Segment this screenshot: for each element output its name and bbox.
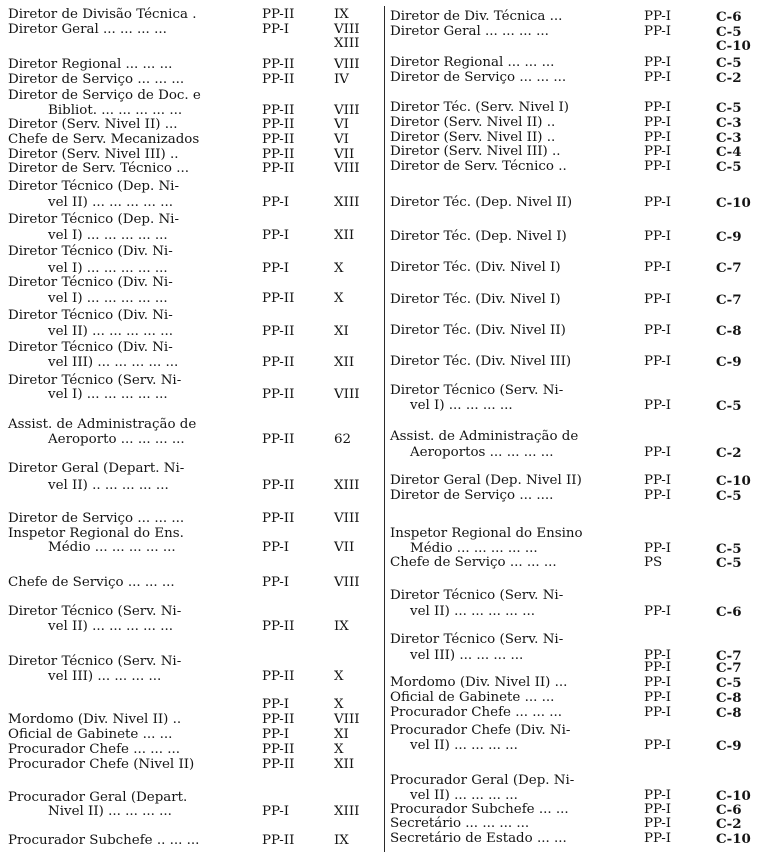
- entry-line: [388, 10, 777, 24]
- entry-line: [0, 655, 382, 669]
- level-code: X: [334, 742, 344, 757]
- position-title: Diretor Regional ... ... ...: [390, 55, 555, 70]
- entry-line: [388, 145, 777, 159]
- class-code: PP-I: [644, 675, 672, 690]
- position-title: Diretor de Serviço ... ... ...: [390, 70, 567, 85]
- position-title: Diretor Téc. (Serv. Nivel I): [390, 100, 570, 115]
- entry-line: [0, 309, 382, 323]
- level-code: VII: [334, 147, 355, 162]
- level-code: VIII: [334, 511, 360, 526]
- position-title: vel III) ... ... ... ... ...: [48, 355, 179, 370]
- class-code: PP-II: [262, 387, 295, 402]
- level-code: C-10: [716, 473, 751, 489]
- position-title: Diretor Técnico (Serv. Ni-: [390, 383, 564, 398]
- position-title: Chefe de Serviço ... ... ...: [390, 555, 557, 570]
- entry-line: [388, 527, 777, 541]
- entry-line: [388, 832, 777, 846]
- class-code: PP-I: [644, 398, 672, 413]
- entry-line: [0, 541, 382, 555]
- position-title: Assist. de Administração de: [8, 417, 197, 432]
- level-code: 62: [334, 432, 352, 447]
- entry-line: [0, 791, 382, 805]
- position-title: Diretor de Serviço ... ... ...: [8, 511, 185, 526]
- class-code: PP-II: [262, 117, 295, 132]
- level-code: XIII: [334, 195, 360, 210]
- entry-line: [0, 89, 382, 103]
- entry-line: [388, 724, 777, 738]
- class-code: PS: [644, 555, 663, 570]
- entry-line: [0, 388, 382, 402]
- position-title: vel III) ... ... ... ...: [48, 669, 162, 684]
- entry-line: [0, 245, 382, 259]
- level-code: IX: [334, 7, 349, 22]
- entry-line: [0, 148, 382, 162]
- level-code: C-3: [716, 130, 742, 146]
- entry-line: [0, 356, 382, 370]
- entry-line: [0, 728, 382, 742]
- entry-line: [0, 196, 382, 210]
- position-title: Diretor Geral (Dep. Nivel II): [390, 473, 582, 488]
- entry-line: [388, 160, 777, 174]
- position-title: Diretor de Serviço ... ... ...: [8, 72, 185, 87]
- position-title: Inspetor Regional do Ensino: [390, 526, 583, 541]
- position-title: Diretor (Serv. Nivel II) ..: [390, 115, 556, 130]
- entry-line: [0, 698, 382, 712]
- level-code: C-7: [716, 292, 742, 308]
- class-code: PP-I: [644, 55, 672, 70]
- position-title: Diretor (Serv. Nivel II) ...: [8, 117, 178, 132]
- entry-line: [388, 384, 777, 398]
- position-title: Secretário de Estado ... ...: [390, 831, 567, 846]
- entry-line: [0, 276, 382, 290]
- class-code: PP-I: [262, 697, 290, 712]
- level-code: VIII: [334, 22, 360, 37]
- entry-line: [0, 229, 382, 243]
- class-code: PP-I: [644, 690, 672, 705]
- entry-line: [388, 474, 777, 488]
- position-title: vel II) ... ... ... ... ...: [48, 324, 173, 339]
- class-code: PP-II: [262, 478, 295, 493]
- level-code: X: [334, 697, 344, 712]
- entry-line: [388, 739, 777, 753]
- entry-line: [0, 374, 382, 388]
- level-code: C-5: [716, 159, 742, 175]
- entry-line: [0, 479, 382, 493]
- position-title: Diretor Técnico (Dep. Ni-: [8, 179, 179, 194]
- class-code: PP-I: [262, 261, 290, 276]
- level-code: VIII: [334, 57, 360, 72]
- entry-line: [388, 101, 777, 115]
- level-code: VIII: [334, 575, 360, 590]
- level-code: C-2: [716, 445, 742, 461]
- class-code: PP-I: [644, 9, 672, 24]
- position-title: Procurador Chefe (Nivel II): [8, 757, 195, 772]
- position-title: Diretor Técnico (Serv. Ni-: [8, 654, 182, 669]
- level-code: X: [334, 291, 344, 306]
- class-code: PP-I: [644, 159, 672, 174]
- level-code: C-8: [716, 323, 742, 339]
- position-title: vel II) ... ... ... ... ...: [410, 604, 535, 619]
- level-code: C-5: [716, 100, 742, 116]
- level-code: C-8: [716, 690, 742, 706]
- class-code: PP-I: [262, 195, 290, 210]
- class-code: PP-I: [644, 541, 672, 556]
- entry-line: [0, 462, 382, 476]
- position-title: Diretor Técnico (Div. Ni-: [8, 340, 173, 355]
- entry-line: [0, 433, 382, 447]
- position-title: vel II) .. ... ... ... ...: [48, 478, 169, 493]
- level-code: XII: [334, 355, 355, 370]
- position-title: vel III) ... ... ... ...: [410, 648, 524, 663]
- entry-line: [0, 292, 382, 306]
- position-title: vel I) ... ... ... ... ...: [48, 291, 168, 306]
- class-code: PP-II: [262, 161, 295, 176]
- position-title: vel I) ... ... ... ... ...: [48, 387, 168, 402]
- class-code: PP-II: [262, 291, 295, 306]
- position-title: Diretor (Serv. Nivel II) ..: [390, 130, 556, 145]
- level-code: VIII: [334, 387, 360, 402]
- position-title: Diretor (Serv. Nivel III) ..: [390, 144, 561, 159]
- entry-line: [388, 789, 777, 803]
- position-title: Chefe de Serviço ... ... ...: [8, 575, 175, 590]
- entry-line: [388, 39, 777, 53]
- entry-line: [0, 576, 382, 590]
- class-code: PP-I: [644, 816, 672, 831]
- entry-line: [388, 803, 777, 817]
- position-title: Diretor Téc. (Div. Nivel I): [390, 292, 561, 307]
- position-title: Diretor Geral (Depart. Ni-: [8, 461, 185, 476]
- entry-line: [388, 489, 777, 503]
- class-code: PP-I: [644, 195, 672, 210]
- class-code: PP-II: [262, 147, 295, 162]
- class-code: PP-I: [262, 540, 290, 555]
- entry-line: [0, 418, 382, 432]
- entry-line: [0, 104, 382, 118]
- entry-line: [0, 605, 382, 619]
- level-code: VI: [334, 132, 349, 147]
- entry-line: [0, 180, 382, 194]
- class-code: PP-II: [262, 355, 295, 370]
- position-title: Diretor Técnico (Div. Ni-: [8, 275, 173, 290]
- position-title: Diretor Técnico (Serv. Ni-: [8, 373, 182, 388]
- class-code: PP-I: [262, 804, 290, 819]
- class-code: PP-I: [644, 260, 672, 275]
- position-title: Diretor de Serv. Técnico ...: [8, 161, 189, 176]
- class-code: PP-II: [262, 742, 295, 757]
- level-code: C-2: [716, 816, 742, 832]
- class-code: PP-I: [644, 24, 672, 39]
- column-divider: [384, 6, 385, 852]
- entry-line: [0, 670, 382, 684]
- position-title: Aeroportos ... ... ... ...: [410, 445, 554, 460]
- position-title: Procurador Chefe (Div. Ni-: [390, 723, 571, 738]
- entry-line: [388, 116, 777, 130]
- position-title: Diretor Téc. (Div. Nivel I): [390, 260, 561, 275]
- entry-line: [388, 556, 777, 570]
- entry-line: [388, 706, 777, 720]
- position-title: Diretor Técnico (Dep. Ni-: [8, 212, 179, 227]
- class-code: PP-II: [262, 511, 295, 526]
- position-title: vel I) ... ... ... ...: [410, 398, 513, 413]
- position-title: Diretor Téc. (Div. Nivel III): [390, 354, 572, 369]
- entry-line: [388, 605, 777, 619]
- entry-line: [0, 341, 382, 355]
- entry-line: [0, 37, 382, 51]
- class-code: PP-I: [644, 473, 672, 488]
- level-code: C-6: [716, 9, 742, 25]
- entry-line: [0, 262, 382, 276]
- position-title: vel II) ... ... ... ... ...: [48, 619, 173, 634]
- level-code: C-4: [716, 144, 742, 160]
- position-title: Oficial de Gabinete ... ...: [8, 727, 173, 742]
- class-code: PP-I: [644, 144, 672, 159]
- entry-line: [388, 399, 777, 413]
- entry-line: [0, 162, 382, 176]
- class-code: PP-II: [262, 132, 295, 147]
- entry-line: [0, 23, 382, 37]
- entry-line: [388, 676, 777, 690]
- entry-line: [0, 213, 382, 227]
- entry-line: [0, 527, 382, 541]
- position-title: Médio ... ... ... ... ...: [410, 541, 538, 556]
- level-code: C-9: [716, 738, 742, 754]
- position-title: Diretor Regional ... ... ...: [8, 57, 173, 72]
- position-title: Diretor Técnico (Serv. Ni-: [390, 588, 564, 603]
- class-code: PP-I: [644, 788, 672, 803]
- level-code: XIII: [334, 478, 360, 493]
- class-code: PP-I: [262, 22, 290, 37]
- position-title: Procurador Subchefe ... ...: [390, 802, 569, 817]
- position-title: Mordomo (Div. Nivel II) ...: [390, 675, 568, 690]
- position-title: Diretor de Serviço ... ....: [390, 488, 554, 503]
- level-code: VIII: [334, 161, 360, 176]
- entry-line: [388, 774, 777, 788]
- position-title: Diretor Téc. (Dep. Nivel I): [390, 229, 567, 244]
- position-title: Médio ... ... ... ... ...: [48, 540, 176, 555]
- level-code: XII: [334, 757, 355, 772]
- level-code: C-7: [716, 260, 742, 276]
- entry-line: [388, 196, 777, 210]
- level-code: XI: [334, 324, 349, 339]
- position-title: Secretário ... ... ... ...: [390, 816, 530, 831]
- position-title: Oficial de Gabinete ... ...: [390, 690, 555, 705]
- position-title: vel II) ... ... ... ...: [410, 738, 518, 753]
- position-title: Procurador Chefe ... ... ...: [390, 705, 563, 720]
- level-code: C-5: [716, 555, 742, 571]
- class-code: PP-I: [644, 738, 672, 753]
- level-code: VIII: [334, 712, 360, 727]
- level-code: C-5: [716, 541, 742, 557]
- position-title: vel I) ... ... ... ... ...: [48, 261, 168, 276]
- level-code: X: [334, 261, 344, 276]
- entry-line: [0, 325, 382, 339]
- position-title: Diretor (Serv. Nivel III) ..: [8, 147, 179, 162]
- entry-line: [388, 25, 777, 39]
- class-code: PP-II: [262, 669, 295, 684]
- class-code: PP-I: [644, 604, 672, 619]
- level-code: C-7: [716, 660, 742, 676]
- level-code: XIII: [334, 804, 360, 819]
- entry-line: [0, 58, 382, 72]
- class-code: PP-I: [644, 648, 672, 663]
- entry-line: [0, 133, 382, 147]
- class-code: PP-II: [262, 432, 295, 447]
- position-title: Diretor Técnico (Div. Ni-: [8, 244, 173, 259]
- entry-line: [0, 743, 382, 757]
- class-code: PP-I: [644, 354, 672, 369]
- position-title: Diretor Técnico (Serv. Ni-: [8, 604, 182, 619]
- class-code: PP-II: [262, 757, 295, 772]
- level-code: C-9: [716, 229, 742, 245]
- position-title: Bibliot. ... ... ... ... ...: [48, 103, 183, 118]
- level-code: C-10: [716, 38, 751, 54]
- class-code: PP-I: [644, 229, 672, 244]
- level-code: IX: [334, 833, 349, 848]
- class-code: PP-I: [644, 70, 672, 85]
- entry-line: [388, 430, 777, 444]
- level-code: C-3: [716, 115, 742, 131]
- entry-line: [0, 758, 382, 772]
- entry-line: [0, 118, 382, 132]
- entry-line: [0, 713, 382, 727]
- position-title: Aeroporto ... ... ... ...: [48, 432, 185, 447]
- position-title: Diretor Técnico (Serv. Ni-: [390, 632, 564, 647]
- level-code: C-10: [716, 831, 751, 847]
- position-title: vel I) ... ... ... ... ...: [48, 228, 168, 243]
- class-code: PP-I: [644, 802, 672, 817]
- class-code: PP-I: [644, 445, 672, 460]
- entry-line: [388, 589, 777, 603]
- level-code: C-6: [716, 604, 742, 620]
- position-title: Procurador Geral (Depart.: [8, 790, 188, 805]
- position-title: Diretor Geral ... ... ... ...: [8, 22, 167, 37]
- level-code: IX: [334, 619, 349, 634]
- position-title: vel II) ... ... ... ...: [410, 788, 518, 803]
- level-code: VII: [334, 540, 355, 555]
- class-code: PP-I: [644, 100, 672, 115]
- level-code: C-5: [716, 24, 742, 40]
- class-code: PP-I: [644, 115, 672, 130]
- level-code: XIII: [334, 36, 360, 51]
- class-code: PP-I: [644, 660, 672, 675]
- level-code: C-10: [716, 195, 751, 211]
- level-code: C-5: [716, 55, 742, 71]
- position-title: Diretor de Div. Técnica ...: [390, 9, 563, 24]
- position-title: Procurador Geral (Dep. Ni-: [390, 773, 575, 788]
- position-title: Diretor Téc. (Div. Nivel II): [390, 323, 566, 338]
- position-title: Inspetor Regional do Ens.: [8, 526, 184, 541]
- position-title: Procurador Chefe ... ... ...: [8, 742, 181, 757]
- entry-line: [388, 446, 777, 460]
- class-code: PP-II: [262, 57, 295, 72]
- entry-line: [388, 71, 777, 85]
- entry-line: [388, 817, 777, 831]
- position-title: Diretor Geral ... ... ... ...: [390, 24, 549, 39]
- position-title: Assist. de Administração de: [390, 429, 579, 444]
- class-code: PP-I: [262, 727, 290, 742]
- entry-line: [388, 542, 777, 556]
- entry-line: [388, 661, 777, 675]
- entry-line: [388, 355, 777, 369]
- entry-line: [388, 633, 777, 647]
- entry-line: [388, 293, 777, 307]
- entry-line: [0, 73, 382, 87]
- position-title: Diretor de Divisão Técnica .: [8, 7, 197, 22]
- position-title: Procurador Subchefe .. ... ...: [8, 833, 200, 848]
- class-code: PP-I: [644, 705, 672, 720]
- level-code: C-7: [716, 648, 742, 664]
- class-code: PP-I: [644, 292, 672, 307]
- level-code: VI: [334, 117, 349, 132]
- class-code: PP-I: [644, 831, 672, 846]
- class-code: PP-I: [262, 575, 290, 590]
- class-code: PP-I: [644, 323, 672, 338]
- entry-line: [388, 56, 777, 70]
- class-code: PP-II: [262, 833, 295, 848]
- position-title: Chefe de Serv. Mecanizados: [8, 132, 200, 147]
- position-title: Diretor de Serv. Técnico ..: [390, 159, 567, 174]
- level-code: VIII: [334, 103, 360, 118]
- position-title: Diretor Téc. (Dep. Nivel II): [390, 195, 573, 210]
- level-code: C-8: [716, 705, 742, 721]
- entry-line: [0, 620, 382, 634]
- class-code: PP-II: [262, 324, 295, 339]
- entry-line: [0, 805, 382, 819]
- class-code: PP-II: [262, 712, 295, 727]
- entry-line: [0, 8, 382, 22]
- entry-line: [388, 230, 777, 244]
- level-code: C-10: [716, 788, 751, 804]
- entry-line: [388, 324, 777, 338]
- position-title: Diretor de Serviço de Doc. e: [8, 88, 201, 103]
- level-code: C-6: [716, 802, 742, 818]
- class-code: PP-II: [262, 7, 295, 22]
- level-code: C-5: [716, 675, 742, 691]
- level-code: C-5: [716, 488, 742, 504]
- entry-line: [0, 512, 382, 526]
- entry-line: [388, 261, 777, 275]
- class-code: PP-II: [262, 103, 295, 118]
- entry-line: [388, 131, 777, 145]
- position-title: vel II) ... ... ... ... ...: [48, 195, 173, 210]
- class-code: PP-II: [262, 619, 295, 634]
- level-code: C-5: [716, 398, 742, 414]
- class-code: PP-I: [644, 488, 672, 503]
- entry-line: [388, 691, 777, 705]
- class-code: PP-I: [644, 130, 672, 145]
- level-code: C-9: [716, 354, 742, 370]
- position-title: Nivel II) ... ... ... ...: [48, 804, 172, 819]
- level-code: C-2: [716, 70, 742, 86]
- position-title: Mordomo (Div. Nivel II) ..: [8, 712, 182, 727]
- class-code: PP-I: [262, 228, 290, 243]
- level-code: IV: [334, 72, 349, 87]
- level-code: X: [334, 669, 344, 684]
- level-code: XII: [334, 228, 355, 243]
- entry-line: [0, 834, 382, 848]
- level-code: XI: [334, 727, 349, 742]
- position-title: Diretor Técnico (Div. Ni-: [8, 308, 173, 323]
- class-code: PP-II: [262, 72, 295, 87]
